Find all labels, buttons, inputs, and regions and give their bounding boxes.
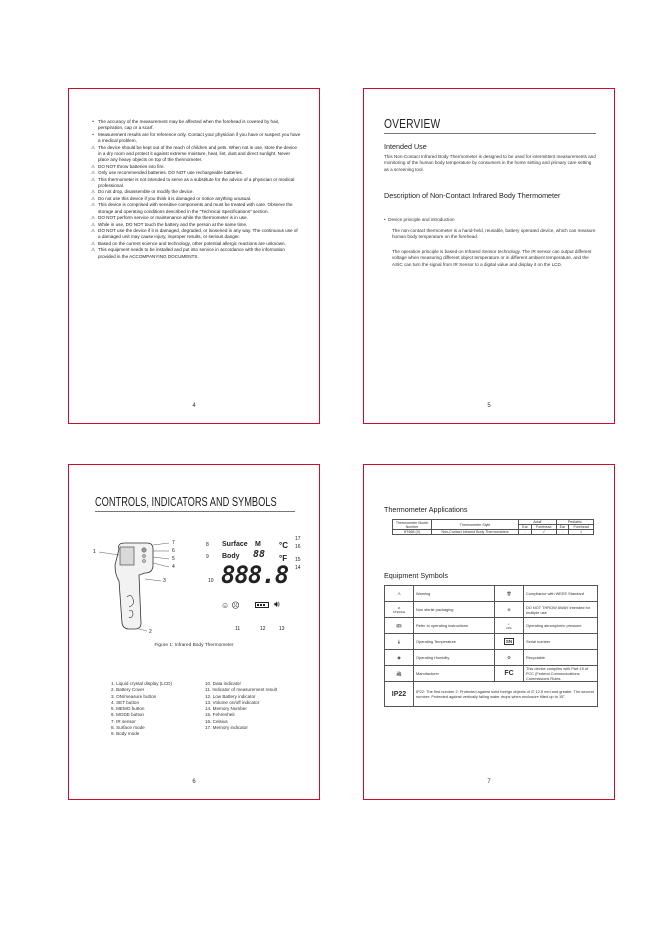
row-adult-ear: -: [519, 530, 532, 535]
warning-text: This thermometer is not intended to serve as a substitute for the advice of a physician or medical professional.: [98, 176, 295, 189]
principle-paragraph-1: The non-contact thermometer is a hand-held, reusable, battery operated device, which can measure human body temperature on the forehead.: [392, 228, 596, 240]
callout-14: 14: [295, 565, 301, 571]
lcd-display: [215, 539, 297, 615]
warning-icon: ⚠: [90, 227, 96, 233]
callout-5: 5: [172, 556, 175, 562]
symbol-row: [385, 602, 598, 618]
warning-item: [89, 247, 301, 260]
manufacturer-icon: 🏭︎: [385, 666, 414, 682]
applications-table: [392, 519, 594, 535]
symbol-label: Serial number: [524, 634, 598, 650]
warning-text: While in use, DO NOT touch the battery and the person at the same time.: [98, 221, 248, 227]
fcc-icon: [495, 666, 524, 682]
symbol-label: Recyclable: [524, 650, 598, 666]
page-number: 5: [487, 403, 491, 409]
warning-text: Measurement results are for reference only. Contact your physician if you have or suspect you have a medical problem,: [98, 131, 301, 144]
warning-icon: ⚠: [90, 247, 96, 253]
warning-item: [89, 202, 301, 215]
warning-text: DO NOT perform service or maintenance while the thermometer is in use.: [98, 215, 248, 221]
callout-15: 15: [295, 557, 301, 563]
legend-item: 2. Battery Cover: [111, 687, 145, 693]
weee-bin-icon: 🗑︎: [495, 586, 524, 602]
volume-icon: 🔊︎: [274, 599, 280, 609]
legend-item: 15. Fehrenheit: [205, 712, 235, 718]
callout-2: 2: [149, 629, 152, 635]
warning-text: Do not use this device if you think it is damaged or notice anything unusual.: [98, 195, 252, 201]
symbol-label: Operating atmospheric pressure: [524, 618, 598, 634]
legend-item: 1. Liquid crystal display (LCD): [111, 681, 173, 686]
warning-icon: ⚠: [90, 202, 96, 208]
symbol-row: [385, 618, 598, 634]
warning-item: [89, 119, 301, 132]
callout-3: 3: [163, 578, 166, 584]
callout-9: 9: [206, 554, 209, 560]
warning-icon: ⚠: [90, 240, 96, 246]
temperature-icon: 🌡︎: [385, 634, 414, 650]
bullet-icon: •: [92, 119, 94, 124]
intended-use-text: This Non-Contact Infrared Body Thermometer is designed to be used for intermittent measurements and monitoring of the human body temperature by consumers in the home setting and primary care setting as a screening tool.: [384, 154, 596, 172]
header-adult-forehead: Forehead: [531, 525, 556, 530]
warning-icon: ⚠: [90, 215, 96, 221]
symbol-row: [385, 682, 598, 707]
symbol-label: Warning: [414, 586, 495, 602]
legend-item: 4. SET button: [111, 699, 140, 705]
header-model: Thermometer Model Number: [393, 520, 432, 530]
header-adult: Adult: [519, 520, 556, 525]
callout-12: 12: [260, 626, 266, 632]
page-7: [363, 464, 615, 800]
legend-item: 16. Celsius: [205, 718, 228, 724]
warning-icon: ⚠: [90, 144, 96, 150]
callout-11: 11: [235, 626, 241, 632]
intended-use-heading: Intended Use: [384, 142, 427, 151]
warning-item: [89, 228, 301, 241]
row-model: HT668 (X): [393, 530, 432, 535]
battery-icon: [255, 602, 269, 608]
legend-item: 10. Data indicator: [205, 681, 242, 686]
do-not-throw-icon: ⊗: [495, 602, 524, 618]
warning-icon: ⚠: [385, 586, 414, 602]
applications-heading: Thermometer Applications: [384, 505, 468, 514]
sterile-text: STERILE: [392, 609, 406, 614]
callout-6: 6: [172, 548, 175, 554]
callout-1: 1: [93, 549, 96, 555]
legend-item: 14. Memory Number: [205, 706, 247, 712]
principle-paragraph-2: The operation principle is based on Infrared Sensor technology. The IR sensor can output different voltage when measuring different object temperature or in different ambient temperature, and the ASIC can turn the signal from IR Sensor to a digital value and display it on the LCD.: [392, 249, 592, 267]
callout-10: 10: [208, 578, 214, 584]
symbol-row: [385, 666, 598, 682]
page-title: OVERVIEW: [384, 117, 441, 131]
page-number: 4: [192, 403, 196, 409]
page-6: [68, 464, 320, 800]
header-ped-ear: Ear: [556, 525, 569, 530]
warning-icon: ⚠: [90, 195, 96, 201]
callout-13: 13: [279, 626, 285, 632]
warning-text: Based on the current science and technology, other potential allergic reactions are unknown.: [98, 240, 286, 246]
description-heading: Description of Non-Contact Infrared Body Thermometer: [384, 191, 561, 200]
warning-icon: ⚠: [90, 170, 96, 176]
bullet-icon: •: [384, 217, 389, 222]
legend-item: 5. MEMO button: [111, 706, 145, 712]
symbol-label: This device complies with Part 15 of FCC (Federal Communications Commissions Rules.: [524, 666, 598, 682]
row-ped-forehead: √: [569, 530, 594, 535]
warning-text: The device should be kept out of the reach of children and pets. When not in use, store the device in a dry room and protect it against extreme moisture, heat, lint, dust and direct sunlight. Never place any heavy objects on top of the thermometer.: [98, 144, 297, 163]
warning-item: [89, 145, 301, 164]
symbols-heading: Equipment Symbols: [384, 571, 448, 580]
warning-text: This equipment needs to be installed and put into service in accordance with the information provided in the ACCOMPANYING DOCUMENTS.: [98, 247, 285, 259]
warning-text: The accuracy of the measurement may be affected when the forehead is covered by hair, perspiration, cap or a scarf.: [98, 119, 280, 131]
header-adult-ear: Ear: [519, 525, 532, 530]
warning-item: [89, 132, 301, 145]
warning-text: DO NOT use the device if it is damaged, degraded, or loosened in any way. The continuous use of a damaged unit may cause injury, improper results, or serious danger.: [98, 227, 298, 240]
page-title: CONTROLS, INDICATORS AND SYMBOLS: [95, 495, 277, 509]
legend-item: 3. ON/measure button: [111, 693, 157, 699]
header-pediatric: Pediatric: [556, 520, 593, 525]
bullet-text: Device principle and introduction: [388, 217, 455, 222]
principle-bullet: [384, 217, 596, 223]
fahrenheit-label: F: [282, 554, 288, 563]
memory-indicator: M: [255, 541, 261, 548]
serial-number-icon: [495, 634, 524, 650]
symbol-row: [385, 650, 598, 666]
callout-4: 4: [172, 564, 175, 570]
warning-text: Only use recommended batteries. DO NOT use rechargeable batteries.: [98, 170, 243, 176]
warning-text: DO NOT throw batteries into fire.: [98, 163, 165, 169]
recycle-icon: ♻: [495, 650, 524, 666]
callout-17: 17: [295, 536, 301, 542]
title-rule: [384, 133, 596, 134]
legend-item: 13. Volume on/off indicator: [205, 699, 260, 705]
callout-7: 7: [172, 540, 175, 546]
sn-text: SN: [505, 639, 513, 644]
warning-text: This device is comprised with sensitive components and must be treated with care. Observe the storage and operating conditions described in the "Technical Specifications" section.: [98, 202, 293, 214]
symbols-table: [384, 585, 598, 707]
legend-item: 12. Low Battery indicator: [205, 693, 256, 699]
fc-text: FC: [504, 670, 514, 677]
symbol-label: Non sterile packaging: [414, 602, 495, 618]
pressure-unit: kPa: [506, 625, 512, 630]
callout-16: 16: [295, 544, 301, 550]
warning-item: [89, 177, 301, 190]
header-style: Thermometer Style: [432, 520, 519, 530]
page-4: [68, 88, 320, 424]
result-smiley-icons: ☺ ☹: [221, 601, 240, 610]
legend-item: 11. Indicator of measurement result: [205, 687, 277, 693]
warning-icon: ⚠: [90, 221, 96, 227]
legend-item: 7. IR sensor: [111, 718, 136, 724]
symbol-label: Compliance with WEEE Standard: [524, 586, 598, 602]
title-rule: [95, 511, 295, 512]
symbol-label: Operating Humidity: [414, 650, 495, 666]
legend-item: 17. Memory indicator: [205, 725, 248, 731]
legend-item: 8. Surface mode: [111, 725, 145, 731]
legend-item: 6. MODE button: [111, 712, 144, 718]
symbol-row: [385, 586, 598, 602]
bullet-icon: •: [92, 131, 94, 137]
header-ped-forehead: Forehead: [569, 525, 594, 530]
page-number: 7: [487, 779, 491, 785]
row-style: Non-Contact Infrared Body Thermometers: [432, 530, 519, 535]
page-5: [363, 88, 615, 424]
warning-icon: ⚠: [90, 189, 96, 195]
temperature-digits: 888.8: [221, 561, 289, 589]
symbol-label: DO NOT THROW AWAY intended for multiple use: [524, 602, 598, 618]
warning-text: Do not drop, disassemble or modify the device.: [98, 189, 194, 195]
memory-number: 88: [253, 549, 266, 560]
humidity-icon: ◉: [385, 650, 414, 666]
fahrenheit-indicator: °F: [279, 554, 288, 563]
legend-left: [111, 681, 172, 738]
warnings-list: [89, 119, 301, 260]
ip22-text: IP22: The first number 2: Protected against solid foreign objects of ∅ 12.5 mm and greater. The second number: Protected against vertically falling water drops when enclosure tilted up to 15°.: [414, 682, 598, 707]
pressure-icon: ◐ kPa: [495, 618, 524, 634]
page-number: 6: [192, 779, 196, 785]
ip22-icon: IP22: [385, 682, 414, 707]
symbol-label: Manufacturer: [414, 666, 495, 682]
row-ped-ear: -: [556, 530, 569, 535]
legend-right: [205, 681, 277, 731]
legend-item: 9. Body mode: [111, 731, 140, 737]
celsius-label: C: [282, 541, 288, 550]
symbol-label: Operating Temperature: [414, 634, 495, 650]
surface-mode-label: Surface: [222, 541, 248, 548]
symbol-row: [385, 634, 598, 650]
symbol-label: Refer to operating instructions: [414, 618, 495, 634]
celsius-indicator: °C: [279, 541, 288, 550]
body-mode-label: Body: [222, 553, 240, 560]
callout-8: 8: [206, 542, 209, 548]
thermometer-illustration: [89, 535, 169, 635]
warning-icon: ⚠: [90, 163, 96, 169]
non-sterile-icon: ⊘ STERILE: [385, 602, 414, 618]
instructions-book-icon: 📖︎: [385, 618, 414, 634]
row-adult-forehead: √: [531, 530, 556, 535]
figure-caption: Figure 1: Infrared Body Thermometer: [154, 643, 234, 648]
warning-icon: ⚠: [90, 176, 96, 182]
